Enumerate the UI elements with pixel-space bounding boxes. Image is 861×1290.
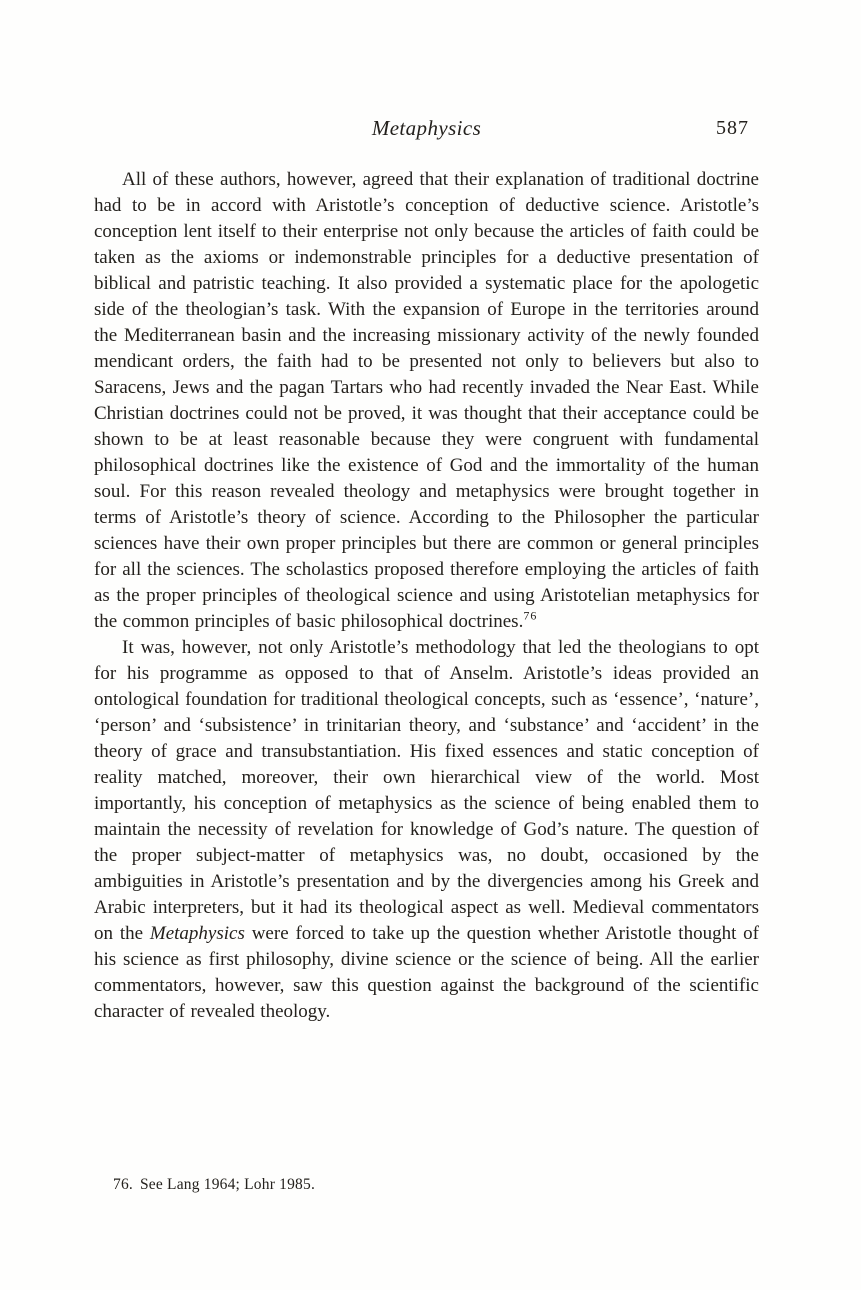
page-body: [94, 167, 759, 1025]
footnote-ref-76: 76: [523, 608, 538, 623]
paragraph-2: [94, 635, 759, 1025]
paragraph-2-text-before-italic: It was, however, not only Aristotle’s methodology that led the theologians to opt for his programme as opposed to that of Anselm. Aristotle’s ideas provided an ontological foundation for traditional theological concepts, such as ‘essence’, ‘nature’, ‘person’ and ‘subsistence’ in trinitarian theory, and ‘substance’ and ‘accident’ in the theory of grace and transubstantiation. His fixed essences and static conception of reality matched, moreover, their own hierarchical view of the world. Most importantly, his conception of metaphysics as the science of being enabled them to maintain the necessity of revelation for knowledge of God’s nature. The question of the proper subject-matter of metaphysics was, no doubt, occasioned by the ambiguities in Aristotle’s presentation and by the divergencies among his Greek and Arabic interpreters, but it had its theological aspect as well. Medieval commentators on the: [94, 637, 759, 944]
page-number: 587: [716, 117, 749, 139]
book-title-metaphysics: Metaphysics: [149, 923, 245, 944]
footnote: [113, 1176, 315, 1194]
paragraph-2-text-after-italic: were forced to take up the question whether Aristotle thought of his science as first philosophy, divine science or the science of being. All the earlier commentators, however, saw this question against the background of the scientific character of revealed theology.: [94, 923, 760, 1022]
footnote-text: See Lang 1964; Lohr 1985.: [139, 1176, 316, 1193]
paragraph-1: [94, 167, 759, 635]
paragraph-1-text: All of these authors, however, agreed that their explanation of traditional doctrine had to be in accord with Aristotle’s conception of deductive science. Aristotle’s conception lent itself to their enterprise not only because the articles of faith could be taken as the axioms or indemonstrable principles for a deductive presentation of biblical and patristic teaching. It also provided a systematic place for the apologetic side of the theologian’s task. With the expansion of Europe in the territories around the Mediterranean basin and the increasing missionary activity of the newly founded mendicant orders, the faith had to be presented not only to believers but also to Saracens, Jews and the pagan Tartars who had recently invaded the Near East. While Christian doctrines could not be proved, it was thought that their acceptance could be shown to be at least reasonable because they were congruent with fundamental philosophical doctrines like the existence of God and the immortality of the human soul. For this reason revealed theology and metaphysics were brought together in terms of Aristotle’s theory of science. According to the Philosopher the particular sciences have their own proper principles but there are common or general principles for all the sciences. The scholastics proposed therefore employing the articles of faith as the proper principles of theological science and using Aristotelian metaphysics for the common principles of basic philosophical doctrines.: [94, 169, 759, 632]
running-head-title: Metaphysics: [371, 116, 482, 140]
running-head: [94, 116, 759, 144]
footnote-number: 76.: [113, 1176, 133, 1193]
